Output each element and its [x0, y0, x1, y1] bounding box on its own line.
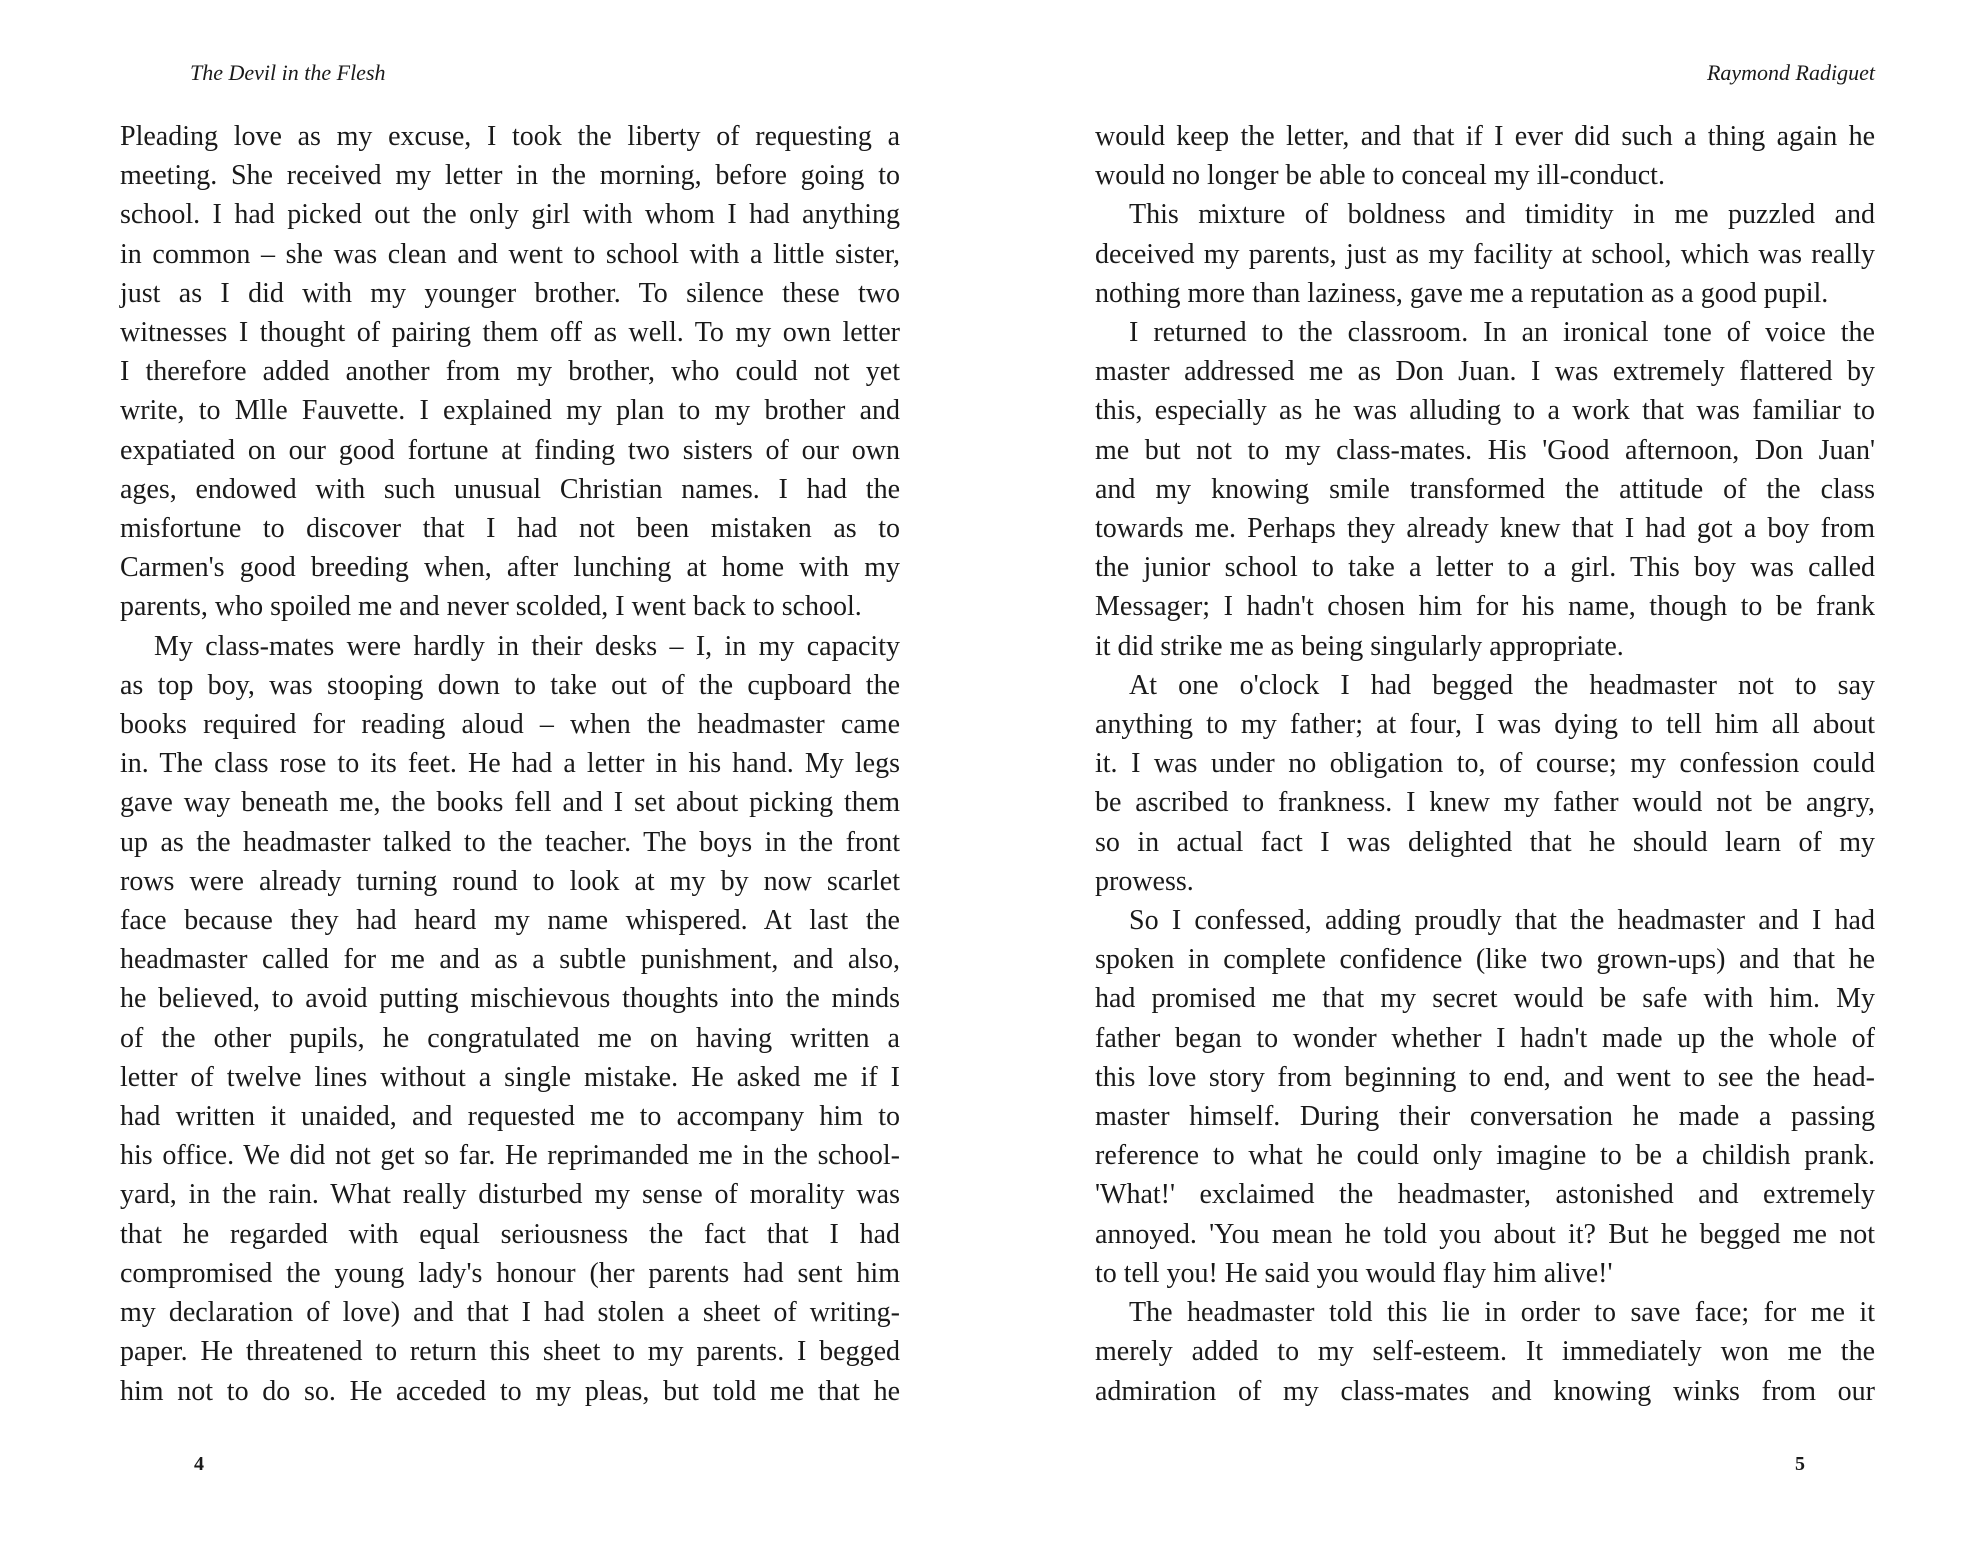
text-line: to tell you! He said you would flay him alive!'	[1095, 1257, 1613, 1289]
text-line: write, to Mlle Fauvette. I explained my plan to my brother and	[120, 395, 900, 427]
text-line: had written it unaided, and requested me to accompany him to	[120, 1101, 900, 1133]
text-line: towards me. Perhaps they already knew that I had got a boy from	[1095, 513, 1875, 545]
text-line: anything to my father; at four, I was dying to tell him all about	[1095, 709, 1875, 741]
text-line: it. I was under no obligation to, of course; my confession could	[1095, 748, 1875, 780]
text-line: This mixture of boldness and timidity in me puzzled and	[1129, 199, 1875, 231]
text-line: in common – she was clean and went to school with a little sister,	[120, 238, 900, 270]
text-line: would keep the letter, and that if I ever did such a thing again he	[1095, 121, 1875, 152]
left-page	[120, 0, 900, 1544]
text-line: spoken in complete confidence (like two grown-ups) and that he	[1095, 944, 1875, 976]
text-line: annoyed. 'You mean he told you about it? But he begged me not	[1095, 1218, 1875, 1250]
text-line: witnesses I thought of pairing them off as well. To my own letter	[120, 317, 900, 349]
text-line: Carmen's good breeding when, after lunching at home with my	[120, 552, 900, 584]
right-page-body	[1095, 117, 1875, 1411]
text-line: yard, in the rain. What really disturbed my sense of morality was	[120, 1179, 900, 1211]
text-line: face because they had heard my name whispered. At last the	[120, 905, 900, 937]
text-line: expatiated on our good fortune at finding two sisters of our own	[120, 434, 900, 466]
text-line: headmaster called for me and as a subtle punishment, and also,	[120, 944, 900, 976]
text-line: just as I did with my younger brother. To silence these two	[120, 277, 900, 309]
text-line: The headmaster told this lie in order to save face; for me it	[1129, 1297, 1875, 1329]
text-line: So I confessed, adding proudly that the headmaster and I had	[1129, 905, 1875, 937]
text-line: I returned to the classroom. In an ironical tone of voice the	[1129, 317, 1875, 349]
page-number: 4	[194, 1453, 204, 1475]
text-line: as top boy, was stooping down to take out of the cupboard the	[120, 669, 900, 701]
text-line: 'What!' exclaimed the headmaster, astonished and extremely	[1095, 1179, 1875, 1211]
text-line: me but not to my class-mates. His 'Good afternoon, Don Juan'	[1095, 434, 1875, 466]
left-page-body	[120, 117, 900, 1411]
text-line: the junior school to take a letter to a girl. This boy was called	[1095, 552, 1875, 584]
text-line: books required for reading aloud – when the headmaster came	[120, 709, 900, 741]
text-line: it did strike me as being singularly appropriate.	[1095, 630, 1624, 662]
text-line: he believed, to avoid putting mischievous thoughts into the minds	[120, 983, 900, 1015]
text-line: master himself. During their conversation he made a passing	[1095, 1101, 1875, 1133]
running-head-title: The Devil in the Flesh	[190, 60, 386, 85]
text-line: so in actual fact I was delighted that he should learn of my	[1095, 826, 1875, 858]
text-line: misfortune to discover that I had not been mistaken as to	[120, 513, 900, 545]
text-line: Pleading love as my excuse, I took the liberty of requesting a	[120, 121, 900, 152]
text-line: nothing more than laziness, gave me a reputation as a good pupil.	[1095, 277, 1829, 309]
text-line: had promised me that my secret would be safe with him. My	[1095, 983, 1875, 1015]
text-line: parents, who spoiled me and never scolded, I went back to school.	[120, 591, 862, 623]
text-line: ages, endowed with such unusual Christian names. I had the	[120, 473, 900, 505]
text-line: school. I had picked out the only girl with whom I had anything	[120, 199, 900, 231]
text-line: admiration of my class-mates and knowing winks from our	[1095, 1375, 1875, 1407]
page-number: 5	[1795, 1453, 1805, 1475]
text-line: up as the headmaster talked to the teacher. The boys in the front	[120, 826, 900, 858]
right-page	[1095, 0, 1875, 1544]
text-line: would no longer be able to conceal my ill-conduct.	[1095, 160, 1665, 192]
text-line: gave way beneath me, the books fell and I set about picking them	[120, 787, 900, 819]
text-line: my declaration of love) and that I had stolen a sheet of writing-	[120, 1297, 900, 1329]
text-line: paper. He threatened to return this sheet to my parents. I begged	[120, 1336, 900, 1368]
text-line: merely added to my self-esteem. It immediately won me the	[1095, 1336, 1875, 1368]
text-line: reference to what he could only imagine to be a childish prank.	[1095, 1140, 1875, 1172]
text-line: rows were already turning round to look at my by now scarlet	[120, 865, 900, 897]
text-line: I therefore added another from my brother, who could not yet	[120, 356, 900, 388]
text-line: of the other pupils, he congratulated me on having written a	[120, 1022, 900, 1054]
text-line: father began to wonder whether I hadn't made up the whole of	[1095, 1022, 1875, 1054]
text-line: that he regarded with equal seriousness the fact that I had	[120, 1218, 900, 1250]
text-line: Messager; I hadn't chosen him for his name, though to be frank	[1095, 591, 1875, 623]
text-line: be ascribed to frankness. I knew my father would not be angry,	[1095, 787, 1875, 819]
text-line: this love story from beginning to end, and went to see the head-	[1095, 1061, 1875, 1093]
text-line: and my knowing smile transformed the attitude of the class	[1095, 473, 1875, 505]
text-line: letter of twelve lines without a single mistake. He asked me if I	[120, 1061, 900, 1093]
running-head-author: Raymond Radiguet	[1706, 60, 1875, 85]
text-line: prowess.	[1095, 865, 1194, 897]
text-line: At one o'clock I had begged the headmaster not to say	[1129, 669, 1875, 701]
text-line: this, especially as he was alluding to a work that was familiar to	[1095, 395, 1875, 427]
text-line: deceived my parents, just as my facility at school, which was really	[1095, 238, 1875, 270]
text-line: meeting. She received my letter in the morning, before going to	[120, 160, 900, 192]
text-line: master addressed me as Don Juan. I was extremely flattered by	[1095, 356, 1875, 388]
text-line: in. The class rose to its feet. He had a letter in his hand. My legs	[120, 748, 900, 780]
text-line: compromised the young lady's honour (her parents had sent him	[120, 1257, 900, 1289]
text-line: My class-mates were hardly in their desks – I, in my capacity	[154, 630, 900, 662]
text-line: his office. We did not get so far. He reprimanded me in the school-	[120, 1140, 900, 1172]
text-line: him not to do so. He acceded to my pleas, but told me that he	[120, 1375, 900, 1407]
